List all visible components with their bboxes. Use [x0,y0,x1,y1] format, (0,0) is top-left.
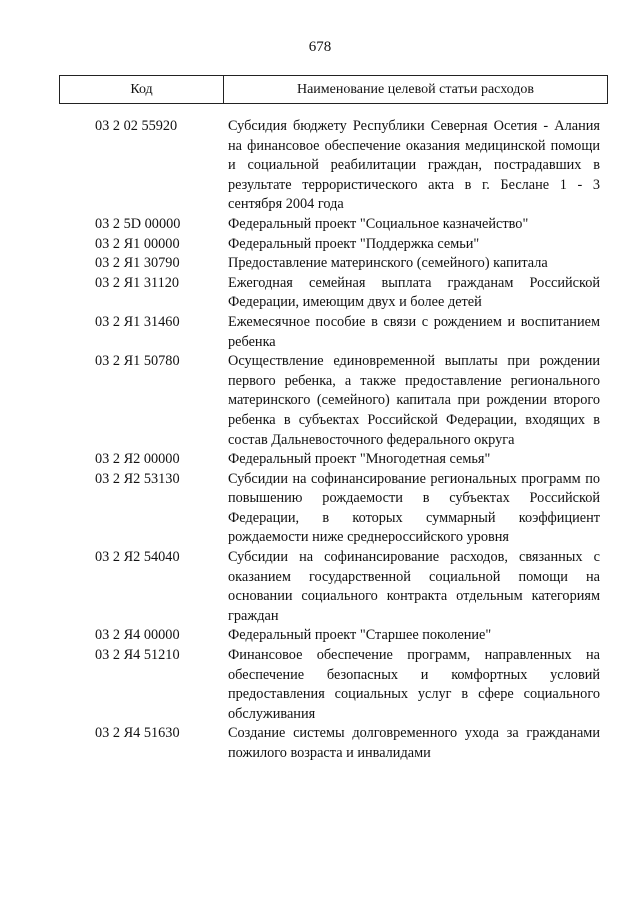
header-code-column: Код [60,76,224,103]
header-name-column: Наименование целевой статьи расходов [296,81,535,97]
page-number: 678 [308,39,332,55]
row-name: Создание системы долговременного ухода за гражданами пожилого возраста и инвалидами [228,725,600,761]
table-row [0,274,640,313]
table-row [0,215,640,235]
row-code: 03 2 Я2 00000 [95,451,180,468]
table-row [0,724,640,763]
table-row [0,450,640,470]
budget-items-list [0,117,640,764]
row-name: Субсидия бюджету Республики Северная Осетия - Алания на финансовое обеспечение оказания медицинской помощи и социальной реабилитации граждан, пострадавших в результате террористического акта в г. Беслане 1 - 3 сентября 2004 года [228,118,600,213]
row-code: 03 2 Я4 00000 [95,627,180,644]
row-code: 03 2 Я2 53130 [95,470,180,487]
table-row [0,626,640,646]
table-row [0,548,640,626]
row-name: Федеральный проект "Многодетная семья" [228,451,491,468]
row-name: Субсидии на софинансирование региональных программ по повышению рождаемости в субъектах Российской Федерации, в которых суммарный коэффициент рождаемости ниже среднероссийского уровня [228,470,600,546]
row-code: 03 2 Я1 31120 [95,274,180,291]
row-name: Ежемесячное пособие в связи с рождением и воспитанием ребенка [228,313,600,350]
table-row [0,470,640,548]
row-code: 03 2 Я1 31460 [95,313,180,330]
row-code: 03 2 02 55920 [95,118,178,134]
table-row [0,313,640,352]
table-row [0,352,640,450]
row-code: 03 2 Я2 54040 [95,549,180,566]
row-code: 03 2 5D 00000 [95,215,181,232]
row-name: Субсидии на софинансирование расходов, связанных с оказанием государственной социальной помощи на основании социального контракта отдельным категориям граждан [228,549,600,624]
row-name: Федеральный проект "Старшее поколение" [228,627,492,644]
row-name: Федеральный проект "Социальное казначейство" [228,215,529,232]
table-row [0,254,640,274]
row-name: Предоставление материнского (семейного) капитала [228,255,548,272]
row-code: 03 2 Я4 51630 [95,725,180,742]
table-header [59,75,608,104]
row-name: Федеральный проект "Поддержка семьи" [228,235,480,252]
row-code: 03 2 Я1 50780 [95,353,180,370]
row-name: Финансовое обеспечение программ, направленных на обеспечение безопасных и комфортных условий предоставления социальных услуг в сфере социального обслуживания [228,647,600,722]
row-name: Осуществление единовременной выплаты при рождении первого ребенка, а также предоставление регионального материнского (семейного) капитала при рождении второго ребенка в субъектах Российской Федерации, входящих в состав Дальневосточного федерального округа [228,353,600,448]
row-name: Ежегодная семейная выплата гражданам Российской Федерации, имеющим двух и более детей [228,274,600,311]
table-row [0,235,640,255]
row-code: 03 2 Я1 00000 [95,235,180,252]
row-code: 03 2 Я1 30790 [95,255,180,272]
row-code: 03 2 Я4 51210 [95,647,180,664]
table-row [0,646,640,724]
table-row [0,117,640,215]
